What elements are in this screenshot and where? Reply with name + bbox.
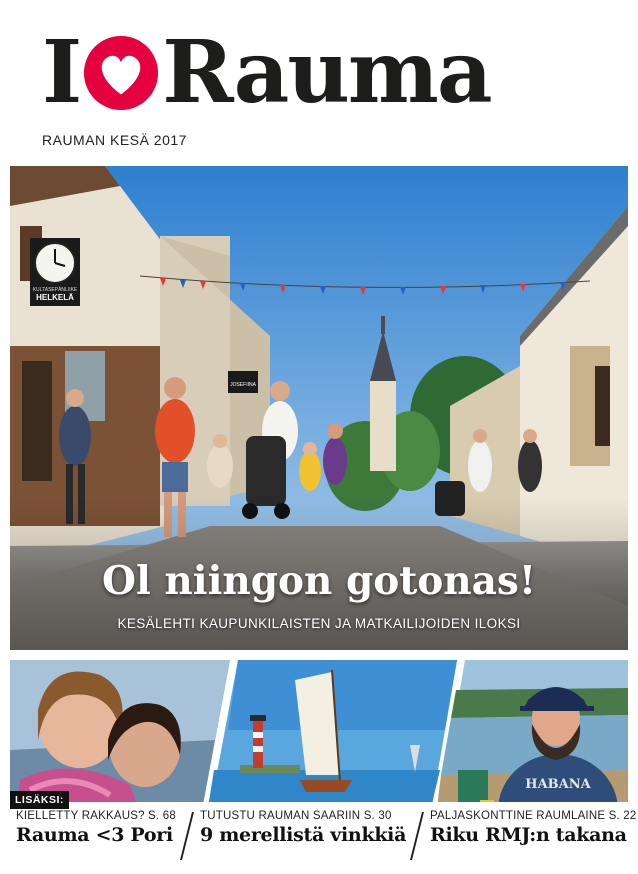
teaser-kicker: KIELLETTY RAKKAUS? S. 68: [16, 810, 176, 822]
shirt-print: HABANA: [525, 777, 591, 792]
cover-tagline: KESÄLEHTI KAUPUNKILAISTEN JA MATKAILIJOIDEN ILOKSI: [117, 616, 521, 631]
cover-photo: [10, 166, 628, 650]
teaser-item-rauma-pori[interactable]: [16, 810, 176, 846]
teaser-title: Rauma <3 Pori: [16, 824, 173, 846]
shop-sign-label: KULTASEPÄNLIIKE: [32, 287, 78, 293]
issue-subtitle: RAUMAN KESÄ 2017: [42, 132, 187, 148]
teaser-title: 9 merellistä vinkkiä: [200, 824, 407, 846]
shop-sign-name: HELKELÄ: [36, 293, 74, 302]
logo: [42, 22, 491, 123]
logo-word-rauma: Rauma: [162, 22, 491, 123]
teaser-item-riku[interactable]: [430, 810, 636, 846]
more-badge: LISÄKSI:: [10, 791, 69, 809]
logo-letter-i: I: [42, 22, 81, 123]
teaser-item-islands[interactable]: [200, 810, 406, 846]
teaser-kicker: TUTUSTU RAUMAN SAARIIN S. 30: [200, 810, 392, 822]
teaser-kicker: PALJASKONTTINE RAUMLAINE S. 22: [430, 810, 637, 822]
teaser-title: Riku RMJ:n takana: [430, 824, 627, 846]
cafe-sign: JOSEFIINA: [230, 382, 256, 388]
masthead: [0, 0, 638, 160]
heart-icon: [82, 34, 160, 112]
cover-headline: Ol niingon gotonas!: [102, 558, 536, 604]
